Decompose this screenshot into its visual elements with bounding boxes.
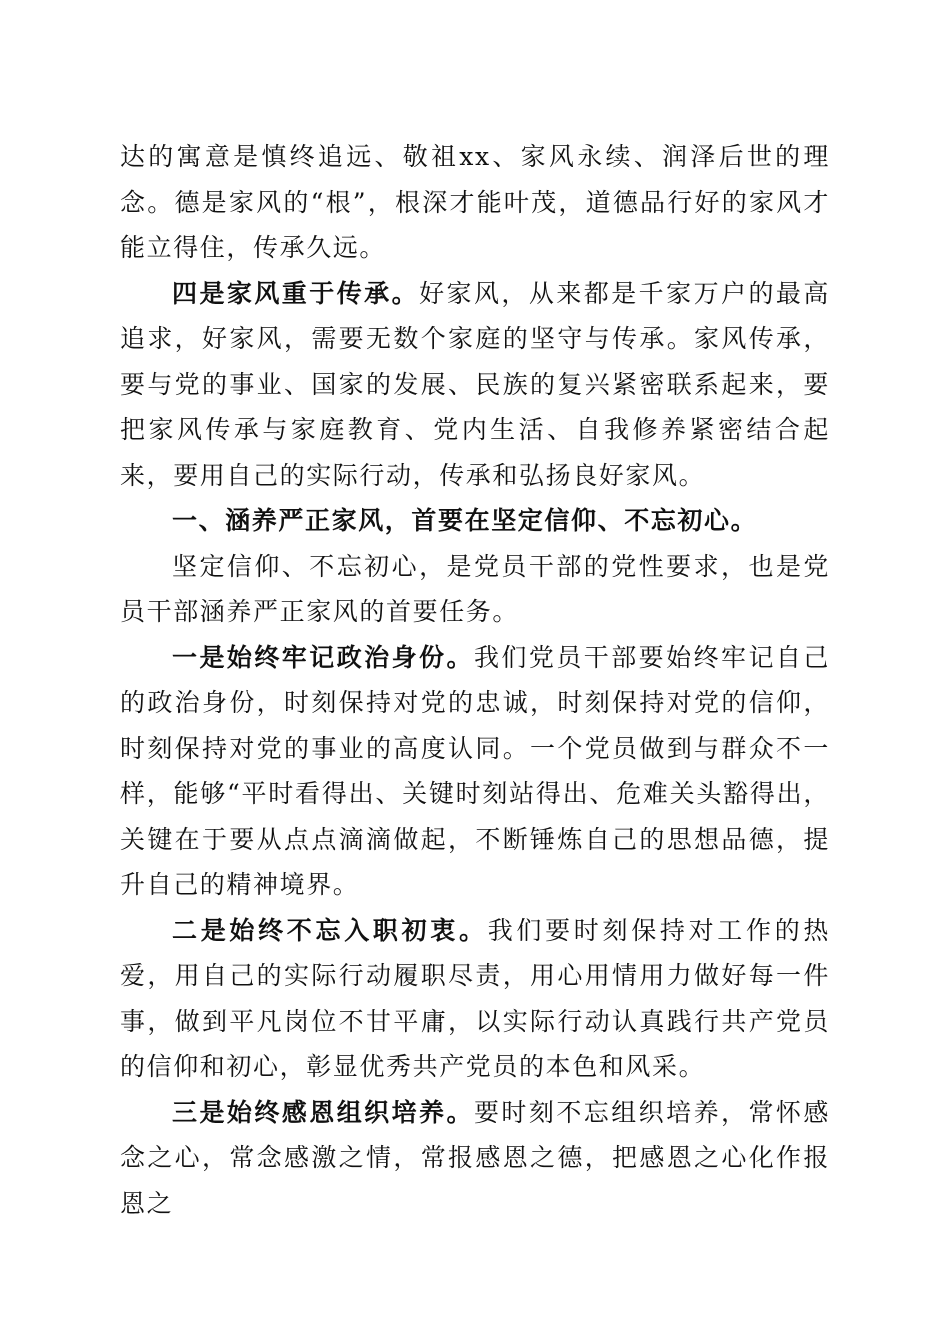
- section-heading-text: 一、涵养严正家风，首要在坚定信仰、不忘初心。: [172, 506, 758, 535]
- paragraph-lead: 三是始终感恩组织培养。: [172, 1097, 474, 1127]
- paragraph-point-one: [120, 635, 830, 908]
- paragraph-lead: 四是家风重于传承。: [172, 278, 420, 308]
- paragraph-intro: [120, 544, 830, 635]
- paragraph-point-three: [120, 1090, 830, 1227]
- paragraph-point-four: [120, 271, 830, 499]
- paragraph-text: 坚定信仰、不忘初心，是党员干部的党性要求，也是党员干部涵养严正家风的首要任务。: [120, 551, 830, 626]
- paragraph-text: 我们要时刻保持对工作的热爱，用自己的实际行动履职尽责，用心用情用力做好每一件事，做到平凡岗位不甘平庸，以实际行动认真践行共产党员的信仰和初心，彰显优秀共产党员的本色和风采。: [120, 915, 830, 1081]
- paragraph-lead: 二是始终不忘入职初衷。: [172, 915, 488, 945]
- section-heading: [120, 498, 830, 544]
- paragraph-text: 达的寓意是慎终追远、敬祖xx、家风永续、润泽后世的理念。德是家风的“根”，根深才能叶茂，道德品行好的家风才能立得住，传承久远。: [120, 142, 830, 262]
- paragraph-continuation: [120, 134, 830, 271]
- paragraph-point-two: [120, 908, 830, 1090]
- paragraph-text: 我们党员干部要始终牢记自己的政治身份，时刻保持对党的忠诚，时刻保持对党的信仰，时刻保持对党的事业的高度认同。一个党员做到与群众不一样，能够“平时看得出、关键时刻站得出、危难关头豁得出，关键在于要从点点滴滴做起，不断锤炼自己的思想品德，提升自己的精神境界。: [120, 642, 830, 899]
- paragraph-text: 好家风，从来都是千家万户的最高追求，好家风，需要无数个家庭的坚守与传承。家风传承，要与党的事业、国家的发展、民族的复兴紧密联系起来，要把家风传承与家庭教育、党内生活、自我修养紧密结合起来，要用自己的实际行动，传承和弘扬良好家风。: [120, 278, 830, 490]
- paragraph-lead: 一是始终牢记政治身份。: [172, 642, 474, 672]
- document-page: [120, 134, 830, 1226]
- paragraph-text: 要时刻不忘组织培养，常怀感念之心，常念感激之情，常报感恩之德，把感恩之心化作报恩之: [120, 1097, 830, 1218]
